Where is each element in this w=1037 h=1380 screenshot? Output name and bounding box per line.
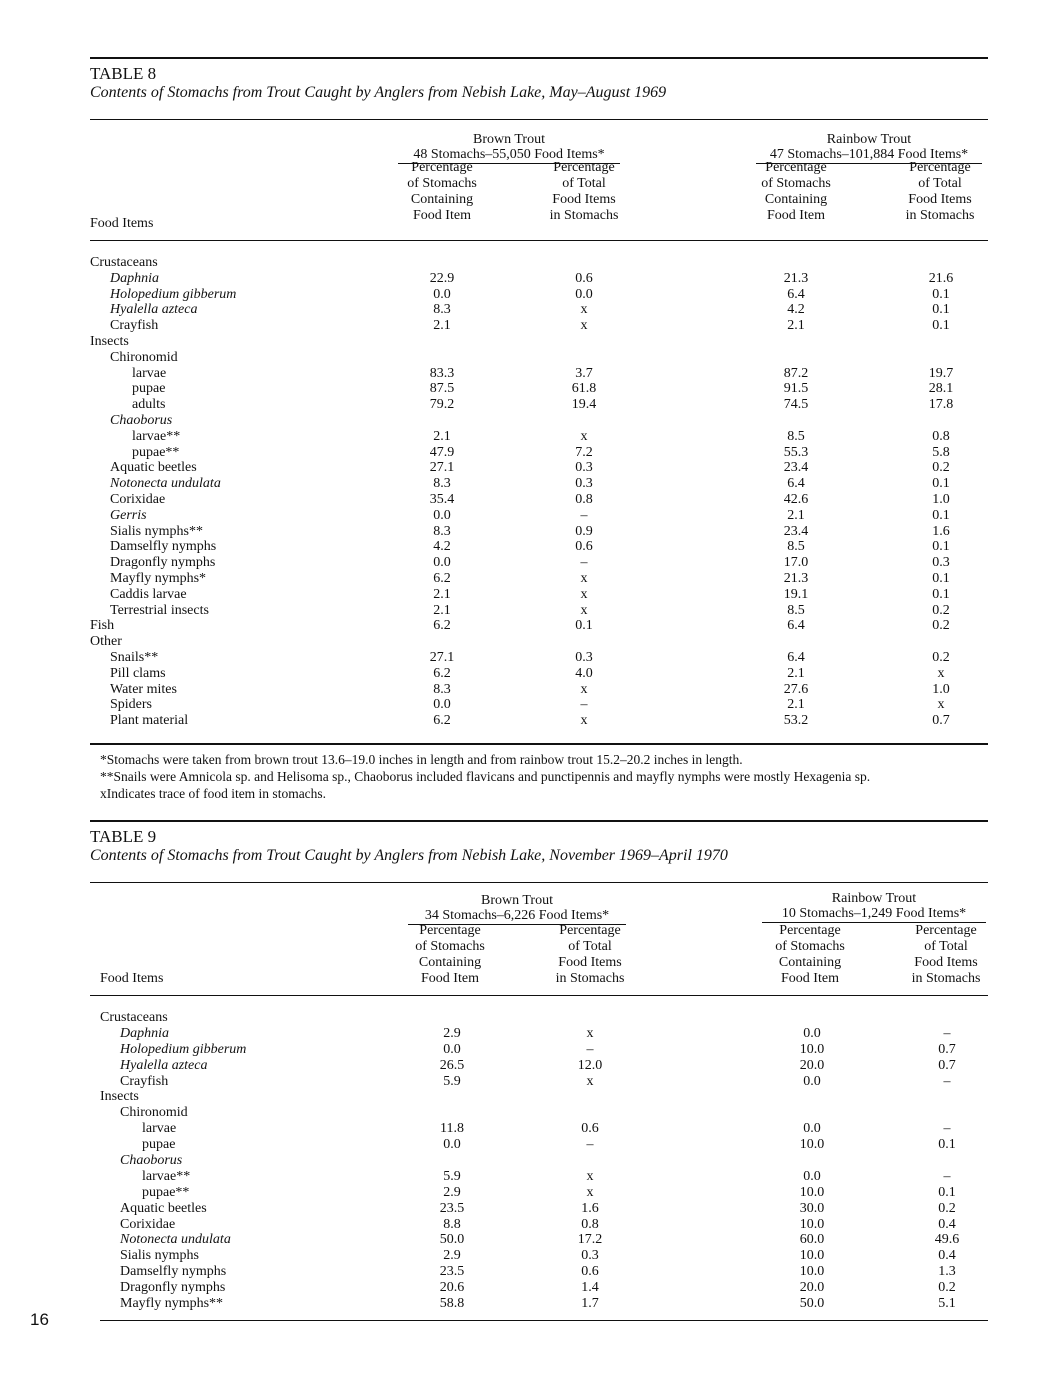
- cell-value: 0.8: [581, 1216, 599, 1232]
- row-label: Mayfly nymphs**: [120, 1296, 224, 1312]
- table-row: [90, 1169, 988, 1185]
- table-row: [90, 1089, 988, 1105]
- table-row: [90, 476, 988, 492]
- cell-value: x: [580, 602, 588, 618]
- cell-value: 58.8: [439, 1296, 465, 1312]
- table-row: [90, 381, 988, 397]
- table-row: [90, 413, 988, 429]
- cell-value: 0.7: [938, 1041, 956, 1057]
- cell-value: 0.6: [581, 1121, 599, 1137]
- table-row: [90, 618, 988, 634]
- cell-value: 0.3: [575, 460, 593, 476]
- cell-value: 0.2: [938, 1200, 956, 1216]
- table-footnotes: [90, 743, 988, 802]
- rainbow-trout-group: [762, 891, 986, 923]
- table-row: [90, 350, 988, 366]
- cell-value: 53.2: [783, 713, 809, 729]
- rainbow-trout-title: Rainbow Trout: [831, 891, 917, 906]
- cell-value: 30.0: [799, 1200, 825, 1216]
- table-row: [90, 634, 988, 650]
- row-label: Damselfly nymphs: [120, 1264, 227, 1280]
- row-label: Pill clams: [110, 665, 166, 681]
- table-row: [90, 366, 988, 382]
- cell-value: 0.1: [932, 507, 950, 523]
- table-row: [90, 1042, 988, 1058]
- cell-value: 0.7: [938, 1057, 956, 1073]
- footnote-3: xIndicates trace of food item in stomachs.: [100, 785, 327, 801]
- page-number: 16: [30, 1310, 49, 1329]
- cell-value: 79.2: [429, 397, 455, 413]
- brown-trout-group: [408, 893, 626, 925]
- row-label: Aquatic beetles: [110, 460, 197, 476]
- cell-value: x: [580, 586, 588, 602]
- table-row: [90, 1058, 988, 1074]
- cell-value: x: [586, 1073, 594, 1089]
- cell-value: 91.5: [783, 381, 809, 397]
- table-8: [90, 57, 988, 802]
- cell-value: x: [580, 681, 588, 697]
- table-row: [90, 650, 988, 666]
- footnote-2: **Snails were Amnicola sp. and Helisoma sp., Chaoborus included flavicans and punctipennis and mayfly nymphs were mostly Hexagenia sp.: [100, 768, 871, 784]
- row-label: Crayfish: [110, 318, 159, 334]
- cell-value: 0.6: [581, 1264, 599, 1280]
- cell-value: 0.4: [938, 1216, 956, 1232]
- cell-value: 0.7: [932, 713, 950, 729]
- cell-value: 23.4: [783, 523, 809, 539]
- cell-value: 0.0: [803, 1073, 821, 1089]
- col-brown-pct-stomachs: Percentage of Stomachs Containing Food Item: [415, 923, 485, 986]
- cell-value: 8.3: [433, 681, 451, 697]
- table-row: [90, 666, 988, 682]
- row-label: Holopedium gibberum: [110, 286, 237, 302]
- cell-value: 11.8: [440, 1121, 464, 1137]
- row-label: larvae: [142, 1121, 177, 1137]
- table-row: [90, 397, 988, 413]
- rainbow-trout-title: Rainbow Trout: [826, 132, 912, 147]
- cell-value: 17.8: [928, 397, 954, 413]
- cell-value: 0.1: [938, 1137, 956, 1153]
- cell-value: 10.0: [799, 1248, 825, 1264]
- cell-value: –: [943, 1121, 951, 1137]
- cell-value: 0.0: [803, 1121, 821, 1137]
- table-row: [90, 682, 988, 698]
- cell-value: 0.2: [938, 1280, 956, 1296]
- food-items-header: Food Items: [90, 216, 154, 231]
- cell-value: 2.9: [443, 1248, 461, 1264]
- cell-value: 5.9: [443, 1168, 461, 1184]
- cell-value: 21.3: [783, 570, 809, 586]
- page-bottom-rule: [100, 1320, 988, 1321]
- table-row: [90, 445, 988, 461]
- row-label: Dragonfly nymphs: [110, 555, 216, 571]
- row-label: Damselfly nymphs: [110, 539, 217, 555]
- row-label: Crustaceans: [90, 255, 158, 270]
- table-number: TABLE 8: [90, 64, 157, 83]
- cell-value: 10.0: [799, 1264, 825, 1280]
- cell-value: x: [937, 697, 945, 713]
- cell-value: 2.1: [787, 318, 805, 334]
- cell-value: 0.2: [932, 460, 950, 476]
- cell-value: 19.7: [928, 365, 954, 381]
- cell-value: 3.7: [575, 365, 593, 381]
- cell-value: 4.2: [787, 302, 805, 318]
- table-row: [90, 1232, 988, 1248]
- row-label: Insects: [100, 1089, 139, 1105]
- cell-value: 27.6: [783, 681, 809, 697]
- row-label: Snails**: [110, 649, 159, 665]
- row-label: Insects: [90, 333, 129, 349]
- cell-value: 5.1: [938, 1296, 956, 1312]
- cell-value: 0.1: [932, 586, 950, 602]
- cell-value: 2.9: [443, 1025, 461, 1041]
- cell-value: 2.1: [433, 318, 451, 334]
- row-label: Notonecta undulata: [120, 1232, 231, 1248]
- table-row: [90, 508, 988, 524]
- cell-value: 8.8: [443, 1216, 461, 1232]
- cell-value: 6.4: [787, 286, 805, 302]
- table-row: [90, 697, 988, 713]
- cell-value: 1.6: [932, 523, 950, 539]
- table-row: [90, 1026, 988, 1042]
- cell-value: 0.8: [932, 428, 950, 444]
- cell-value: 2.1: [787, 697, 805, 713]
- brown-trout-subtitle: 34 Stomachs–6,226 Food Items*: [408, 908, 626, 925]
- cell-value: 0.0: [803, 1168, 821, 1184]
- footnote-1: *Stomachs were taken from brown trout 13.6–19.0 inches in length and from rainbow trout 15.2–20.2 inches in length.: [100, 751, 743, 767]
- cell-value: 6.4: [787, 649, 805, 665]
- cell-value: –: [580, 697, 588, 713]
- table-row: [90, 1201, 988, 1217]
- cell-value: 0.1: [575, 618, 593, 634]
- cell-value: 42.6: [783, 491, 809, 507]
- body-rule: [90, 995, 988, 996]
- cell-value: 87.5: [429, 381, 455, 397]
- cell-value: 17.0: [783, 555, 809, 571]
- cell-value: 0.1: [932, 318, 950, 334]
- row-label: larvae: [132, 365, 167, 381]
- table-row: [90, 571, 988, 587]
- cell-value: 0.9: [575, 523, 593, 539]
- cell-value: 2.9: [443, 1184, 461, 1200]
- cell-value: –: [586, 1137, 594, 1153]
- table-top-rule: [90, 57, 988, 59]
- cell-value: 6.4: [787, 476, 805, 492]
- row-label: Dragonfly nymphs: [120, 1280, 226, 1296]
- cell-value: –: [580, 507, 588, 523]
- cell-value: 83.3: [429, 365, 455, 381]
- cell-value: –: [580, 555, 588, 571]
- table-row: [90, 1280, 988, 1296]
- cell-value: 0.3: [932, 555, 950, 571]
- row-label: adults: [132, 397, 166, 413]
- cell-value: 6.2: [433, 665, 451, 681]
- cell-value: 23.4: [783, 460, 809, 476]
- row-label: Sialis nymphs: [120, 1248, 199, 1264]
- cell-value: 27.1: [429, 460, 455, 476]
- cell-value: x: [580, 428, 588, 444]
- row-label: pupae: [142, 1137, 176, 1153]
- cell-value: 1.7: [581, 1296, 599, 1312]
- row-label: pupae**: [132, 444, 180, 460]
- cell-value: x: [580, 318, 588, 334]
- table-body: [90, 1010, 988, 1312]
- table-number: TABLE 9: [90, 827, 157, 846]
- cell-value: 1.3: [938, 1264, 956, 1280]
- col-brown-pct-total: Percentage of Total Food Items in Stomachs: [549, 160, 619, 223]
- row-label: Daphnia: [110, 270, 159, 286]
- body-rule: [90, 240, 988, 241]
- cell-value: 6.2: [433, 618, 451, 634]
- row-label: Chaoborus: [110, 412, 173, 428]
- table-row: [90, 1185, 988, 1201]
- table-row: [90, 1296, 988, 1312]
- cell-value: 19.1: [783, 586, 809, 602]
- cell-value: 0.6: [575, 270, 593, 286]
- cell-value: 8.5: [787, 602, 805, 618]
- cell-value: x: [580, 570, 588, 586]
- table-row: [90, 271, 988, 287]
- table-row: [90, 302, 988, 318]
- cell-value: x: [586, 1168, 594, 1184]
- cell-value: 1.6: [581, 1200, 599, 1216]
- table-caption: Contents of Stomachs from Trout Caught by Anglers from Nebish Lake, May–August 1969: [90, 84, 667, 101]
- cell-value: –: [943, 1168, 951, 1184]
- table-row: [90, 713, 988, 729]
- row-label: larvae**: [132, 428, 181, 444]
- row-label: Mayfly nymphs*: [110, 570, 207, 586]
- cell-value: 0.1: [938, 1184, 956, 1200]
- cell-value: 6.2: [433, 713, 451, 729]
- cell-value: 60.0: [799, 1232, 825, 1248]
- rainbow-trout-subtitle: 10 Stomachs–1,249 Food Items*: [762, 906, 986, 923]
- row-label: Corixidae: [120, 1216, 176, 1232]
- row-label: Holopedium gibberum: [120, 1041, 247, 1057]
- cell-value: 10.0: [799, 1137, 825, 1153]
- row-label: Spiders: [110, 697, 152, 713]
- cell-value: 10.0: [799, 1216, 825, 1232]
- table-row: [90, 1105, 988, 1121]
- row-label: pupae: [132, 381, 166, 397]
- col-rainbow-pct-stomachs: Percentage of Stomachs Containing Food Item: [761, 160, 831, 223]
- col-brown-pct-stomachs: Percentage of Stomachs Containing Food Item: [407, 160, 477, 223]
- cell-value: 17.2: [577, 1232, 603, 1248]
- cell-value: 0.0: [443, 1041, 461, 1057]
- cell-value: x: [937, 665, 945, 681]
- row-label: Hyalella azteca: [110, 302, 198, 318]
- cell-value: x: [580, 713, 588, 729]
- cell-value: 0.2: [932, 618, 950, 634]
- table-header: [90, 120, 988, 240]
- cell-value: x: [586, 1025, 594, 1041]
- cell-value: x: [580, 302, 588, 318]
- cell-value: 10.0: [799, 1041, 825, 1057]
- table-row: [90, 1010, 988, 1026]
- cell-value: 35.4: [429, 491, 455, 507]
- row-label: Sialis nymphs**: [110, 523, 203, 539]
- cell-value: 8.3: [433, 523, 451, 539]
- table-row: [90, 1121, 988, 1137]
- row-label: Chironomid: [120, 1105, 188, 1121]
- table-row: [90, 429, 988, 445]
- rainbow-trout-subtitle: 47 Stomachs–101,884 Food Items*: [756, 147, 982, 164]
- table-row: [90, 1153, 988, 1169]
- cell-value: 22.9: [429, 270, 455, 286]
- table-row: [90, 460, 988, 476]
- cell-value: 6.2: [433, 570, 451, 586]
- table-row: [90, 492, 988, 508]
- cell-value: 5.8: [932, 444, 950, 460]
- cell-value: 0.3: [575, 649, 593, 665]
- cell-value: 1.0: [932, 491, 950, 507]
- table-row: [90, 603, 988, 619]
- table-body: [90, 255, 988, 729]
- cell-value: 23.5: [439, 1200, 465, 1216]
- cell-value: –: [586, 1041, 594, 1057]
- cell-value: –: [943, 1025, 951, 1041]
- cell-value: 20.0: [799, 1280, 825, 1296]
- table-row: [90, 587, 988, 603]
- row-label: Crustaceans: [100, 1010, 168, 1025]
- cell-value: x: [586, 1184, 594, 1200]
- cell-value: 0.1: [932, 539, 950, 555]
- cell-value: 0.3: [575, 476, 593, 492]
- cell-value: 49.6: [934, 1232, 960, 1248]
- table-row: [90, 255, 988, 271]
- table-caption: Contents of Stomachs from Trout Caught by Anglers from Nebish Lake, November 1969–April 1970: [90, 847, 728, 864]
- cell-value: 0.0: [443, 1137, 461, 1153]
- col-brown-pct-total: Percentage of Total Food Items in Stomachs: [555, 923, 625, 986]
- cell-value: 55.3: [783, 444, 809, 460]
- cell-value: 0.6: [575, 539, 593, 555]
- cell-value: 0.1: [932, 476, 950, 492]
- cell-value: 21.3: [783, 270, 809, 286]
- cell-value: 2.1: [787, 507, 805, 523]
- cell-value: 0.0: [433, 286, 451, 302]
- cell-value: 2.1: [433, 602, 451, 618]
- cell-value: 2.1: [433, 428, 451, 444]
- cell-value: 4.2: [433, 539, 451, 555]
- cell-value: 6.4: [787, 618, 805, 634]
- cell-value: 5.9: [443, 1073, 461, 1089]
- cell-value: 1.0: [932, 681, 950, 697]
- brown-trout-subtitle: 48 Stomachs–55,050 Food Items*: [398, 147, 620, 164]
- cell-value: 0.4: [938, 1248, 956, 1264]
- table-row: [90, 1137, 988, 1153]
- table-row: [90, 334, 988, 350]
- cell-value: 0.0: [433, 697, 451, 713]
- cell-value: 0.1: [932, 302, 950, 318]
- row-label: Daphnia: [120, 1025, 169, 1041]
- col-rainbow-pct-total: Percentage of Total Food Items in Stomachs: [911, 923, 981, 986]
- row-label: Hyalella azteca: [120, 1057, 208, 1073]
- cell-value: 20.0: [799, 1057, 825, 1073]
- cell-value: 28.1: [928, 381, 954, 397]
- cell-value: 2.1: [787, 665, 805, 681]
- cell-value: 12.0: [577, 1057, 603, 1073]
- cell-value: 26.5: [439, 1057, 465, 1073]
- cell-value: 7.2: [575, 444, 593, 460]
- cell-value: 0.1: [932, 286, 950, 302]
- food-items-header: Food Items: [100, 971, 164, 986]
- cell-value: 8.5: [787, 428, 805, 444]
- cell-value: 0.8: [575, 491, 593, 507]
- row-label: Crayfish: [120, 1073, 169, 1089]
- col-rainbow-pct-total: Percentage of Total Food Items in Stomachs: [905, 160, 975, 223]
- table-row: [90, 1217, 988, 1233]
- cell-value: 0.0: [575, 286, 593, 302]
- table-header: [90, 883, 988, 995]
- cell-value: 0.0: [433, 555, 451, 571]
- cell-value: 19.4: [571, 397, 597, 413]
- cell-value: 8.3: [433, 476, 451, 492]
- col-rainbow-pct-stomachs: Percentage of Stomachs Containing Food Item: [775, 923, 845, 986]
- cell-value: 61.8: [571, 381, 597, 397]
- cell-value: 0.0: [433, 507, 451, 523]
- table-row: [90, 1074, 988, 1090]
- table-row: [90, 1264, 988, 1280]
- row-label: Water mites: [110, 681, 177, 697]
- cell-value: 47.9: [429, 444, 455, 460]
- cell-value: 0.2: [932, 649, 950, 665]
- cell-value: 4.0: [575, 665, 593, 681]
- cell-value: 0.3: [581, 1248, 599, 1264]
- row-label: Plant material: [110, 713, 189, 729]
- cell-value: 27.1: [429, 649, 455, 665]
- row-label: Aquatic beetles: [120, 1200, 207, 1216]
- row-label: Notonecta undulata: [110, 476, 221, 492]
- cell-value: 21.6: [928, 270, 954, 286]
- brown-trout-title: Brown Trout: [473, 132, 545, 147]
- row-label: Terrestrial insects: [110, 602, 209, 618]
- table-row: [90, 318, 988, 334]
- cell-value: 8.3: [433, 302, 451, 318]
- cell-value: 0.0: [803, 1025, 821, 1041]
- cell-value: 0.2: [932, 602, 950, 618]
- cell-value: 1.4: [581, 1280, 599, 1296]
- row-label: pupae**: [142, 1184, 190, 1200]
- cell-value: 87.2: [783, 365, 809, 381]
- table-row: [90, 1248, 988, 1264]
- cell-value: 0.1: [932, 570, 950, 586]
- row-label: Other: [90, 634, 122, 650]
- cell-value: 50.0: [439, 1232, 465, 1248]
- cell-value: –: [943, 1073, 951, 1089]
- cell-value: 50.0: [799, 1296, 825, 1312]
- table-row: [90, 287, 988, 303]
- cell-value: 20.6: [439, 1280, 465, 1296]
- row-label: Chaoborus: [120, 1153, 183, 1169]
- row-label: larvae**: [142, 1168, 191, 1184]
- cell-value: 2.1: [433, 586, 451, 602]
- brown-trout-title: Brown Trout: [481, 893, 553, 908]
- row-label: Chironomid: [110, 349, 178, 365]
- table-row: [90, 539, 988, 555]
- row-label: Gerris: [110, 507, 147, 523]
- table-top-rule: [90, 820, 988, 822]
- table-9: [90, 820, 988, 1312]
- table-row: [90, 524, 988, 540]
- row-label: Fish: [90, 618, 115, 634]
- cell-value: 74.5: [783, 397, 809, 413]
- row-label: Corixidae: [110, 491, 166, 507]
- row-label: Caddis larvae: [110, 586, 187, 602]
- table-row: [90, 555, 988, 571]
- cell-value: 10.0: [799, 1184, 825, 1200]
- cell-value: 8.5: [787, 539, 805, 555]
- cell-value: 23.5: [439, 1264, 465, 1280]
